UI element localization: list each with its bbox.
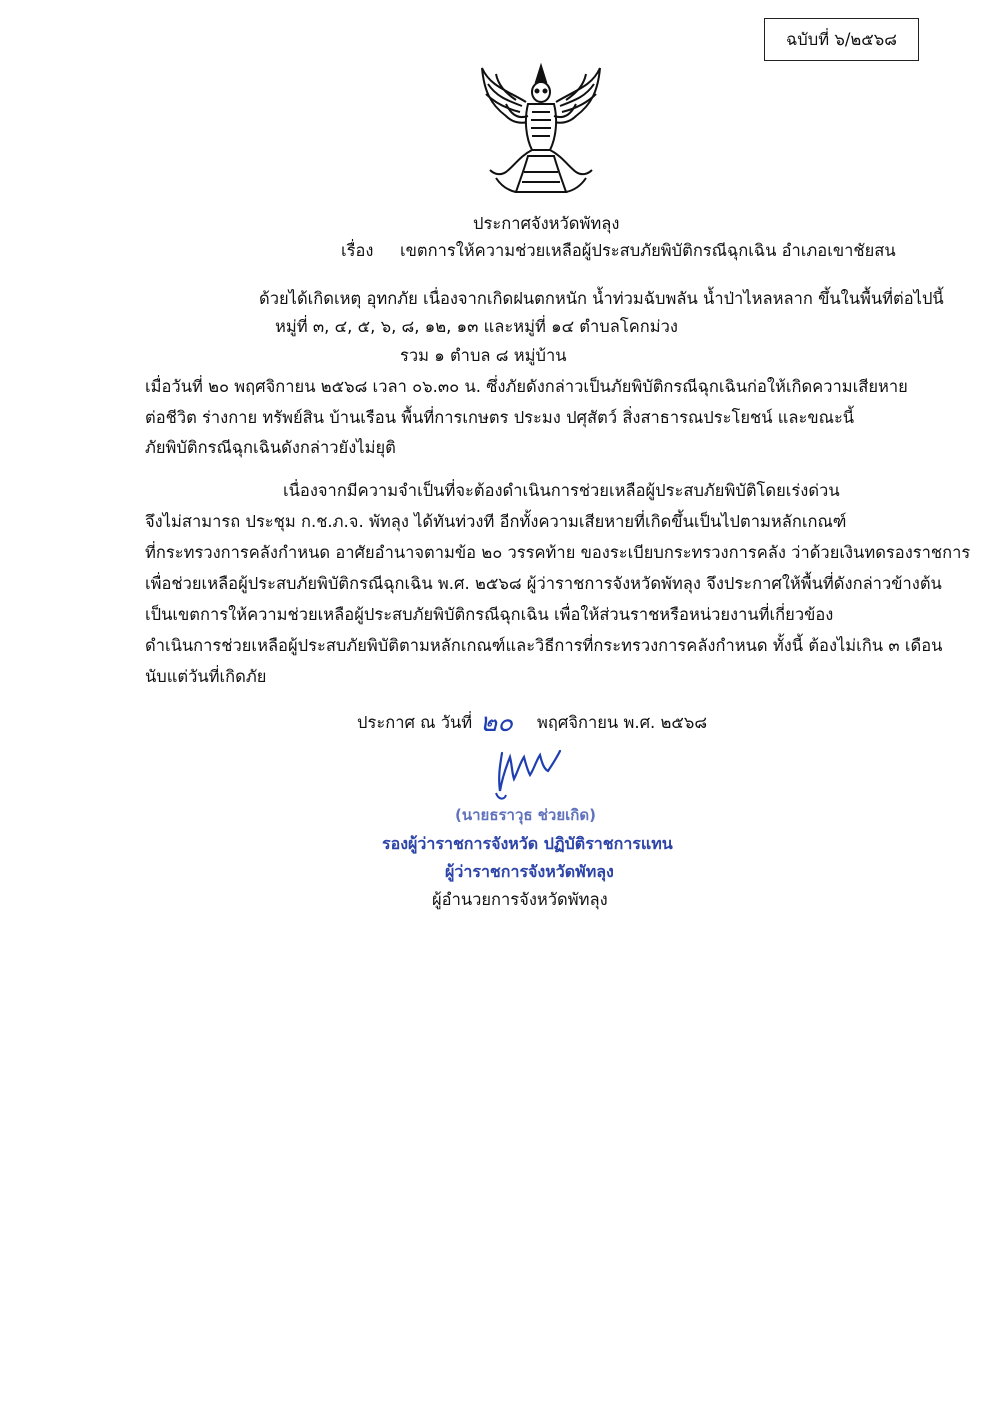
signatory-name: (นายธราวุธ ช่วยเกิด) [455, 806, 596, 824]
paragraph1-line: ด้วยได้เกิดเหตุ อุทกภัย เนื่องจากเกิดฝนตกหนัก น้ำท่วมฉับพลัน น้ำป่าไหลหลาก ขึ้นในพื้นที่ต่อไปนี้ [259, 289, 944, 308]
signatory-position-line3: ผู้อำนวยการจังหวัดพัทลุง [432, 890, 608, 909]
paragraph2-line: ที่กระทรวงการคลังกำหนด อาศัยอำนาจตามข้อ ๒๐ วรรคท้าย ของระเบียบกระทรวงการคลัง ว่าด้วยเงินทดรองราชการ [145, 543, 971, 562]
announce-date-suffix: พฤศจิกายน พ.ศ. ๒๕๖๘ [537, 713, 708, 732]
edition-number-box [764, 18, 919, 61]
signatory-position-line2: ผู้ว่าราชการจังหวัดพัทลุง [445, 862, 614, 881]
paragraph1-line: หมู่ที่ ๓, ๔, ๕, ๖, ๘, ๑๒, ๑๓ และหมู่ที่ ๑๔ ตำบลโคกม่วง [275, 317, 678, 336]
paragraph1-line: เมื่อวันที่ ๒๐ พฤศจิกายน ๒๕๖๘ เวลา ๐๖.๓๐ น. ซึ่งภัยดังกล่าวเป็นภัยพิบัติกรณีฉุกเฉินก่อให้เกิดความเสียหาย [145, 377, 908, 396]
paragraph2-line: ดำเนินการช่วยเหลือผู้ประสบภัยพิบัติตามหลักเกณฑ์และวิธีการที่กระทรวงการคลังกำหนด ทั้งนี้ ต้องไม่เกิน ๓ เดือน [145, 636, 943, 655]
announce-date-prefix: ประกาศ ณ วันที่ [357, 713, 473, 732]
garuda-emblem [476, 60, 606, 198]
signatory-position-line1: รองผู้ว่าราชการจังหวัด ปฏิบัติราชการแทน [382, 834, 673, 853]
paragraph1-line: ต่อชีวิต ร่างกาย ทรัพย์สิน บ้านเรือน พื้นที่การเกษตร ประมง ปศุสัตว์ สิ่งสาธารณประโยชน์ และขณะนี้ [145, 408, 855, 427]
document-title: ประกาศจังหวัดพัทลุง [473, 214, 620, 233]
edition-number: ฉบับที่ ๖/๒๕๖๘ [786, 29, 897, 49]
announce-day-handwritten: ๒๐ [480, 708, 514, 738]
subject-text: เขตการให้ความช่วยเหลือผู้ประสบภัยพิบัติกรณีฉุกเฉิน อำเภอเขาชัยสน [400, 241, 896, 260]
paragraph1-line: ภัยพิบัติกรณีฉุกเฉินดังกล่าวยังไม่ยุติ [145, 438, 396, 457]
subject-label: เรื่อง [341, 241, 374, 260]
paragraph2-line: นับแต่วันที่เกิดภัย [145, 667, 267, 686]
paragraph1-line: รวม ๑ ตำบล ๘ หมู่บ้าน [400, 346, 567, 365]
paragraph2-line: เป็นเขตการให้ความช่วยเหลือผู้ประสบภัยพิบัติกรณีฉุกเฉิน เพื่อให้ส่วนราชหรือหน่วยงานที่เกี่ยวข้อง [145, 605, 834, 624]
paragraph2-line: เพื่อช่วยเหลือผู้ประสบภัยพิบัติกรณีฉุกเฉิน พ.ศ. ๒๕๖๘ ผู้ว่าราชการจังหวัดพัทลุง จึงประกาศให้พื้นที่ดังกล่าวข้างต้น [145, 574, 942, 593]
paragraph2-line: จึงไม่สามารถ ประชุม ก.ช.ภ.จ. พัทลุง ได้ทันท่วงที อีกทั้งความเสียหายที่เกิดขึ้นเป็นไปตามหลักเกณฑ์ [145, 512, 847, 531]
paragraph2-line: เนื่องจากมีความจำเป็นที่จะต้องดำเนินการช่วยเหลือผู้ประสบภัยพิบัติโดยเร่งด่วน [283, 481, 840, 500]
signature-scribble [490, 735, 590, 805]
